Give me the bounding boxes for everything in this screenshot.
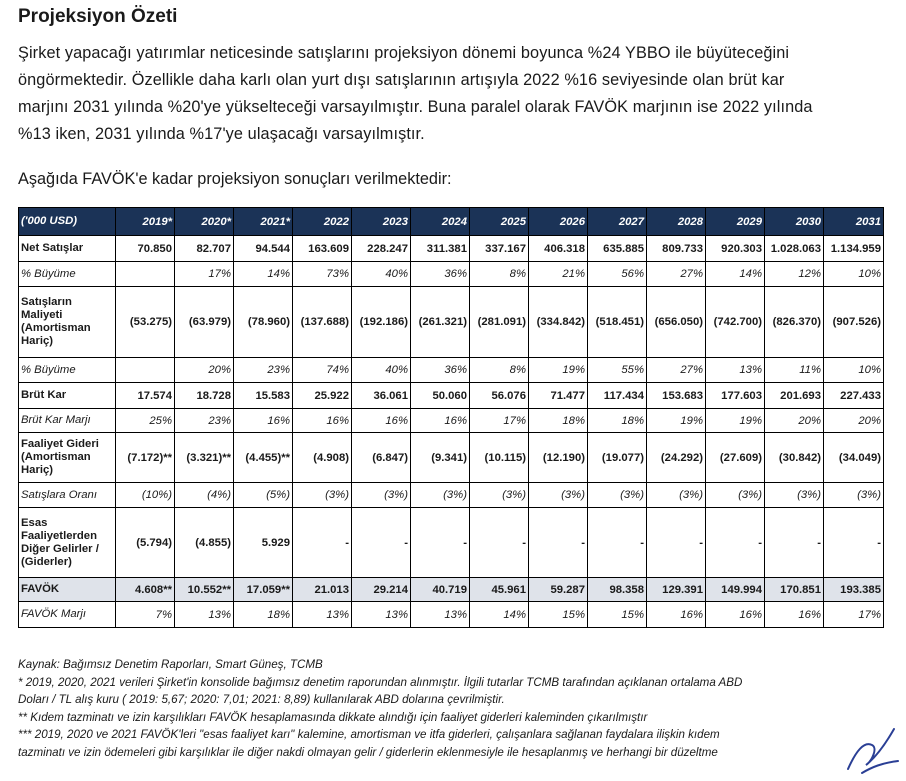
- value-cell: (192.186): [352, 287, 411, 358]
- value-cell: 20%: [765, 409, 824, 433]
- value-cell: 10%: [824, 262, 884, 287]
- value-cell: 74%: [293, 358, 352, 383]
- value-cell: 15%: [588, 602, 647, 628]
- value-cell: (261.321): [411, 287, 470, 358]
- value-cell: 36.061: [352, 383, 411, 409]
- footnote: *** 2019, 2020 ve 2021 FAVÖK'leri "esas faaliyet karı" kalemine, amortisman ve itfa giderleri, çalışanlara sağlanan faydalara ilişkin kıdem: [18, 728, 720, 741]
- value-cell: 14%: [470, 602, 529, 628]
- value-cell: 16%: [293, 409, 352, 433]
- year-header: 2022: [293, 208, 352, 236]
- value-cell: 18%: [234, 602, 293, 628]
- year-header: 2023: [352, 208, 411, 236]
- value-cell: -: [765, 508, 824, 578]
- value-cell: 13%: [352, 602, 411, 628]
- value-cell: [116, 262, 175, 287]
- footnote: Doları / TL alış kuru ( 2019: 5,67; 2020: 7,01; 2021: 8,89) kullanılarak ABD dolarına çevrilmiştir.: [18, 693, 505, 706]
- value-cell: (907.526): [824, 287, 884, 358]
- year-header: 2026: [529, 208, 588, 236]
- value-cell: 21%: [529, 262, 588, 287]
- year-header: 2021*: [234, 208, 293, 236]
- value-cell: 36%: [411, 262, 470, 287]
- value-cell: 11%: [765, 358, 824, 383]
- paragraph-line: Şirket yapacağı yatırımlar neticesinde satışlarını projeksiyon dönemi boyunca %24 YBBO ile büyüteceğini: [18, 44, 790, 62]
- value-cell: (281.091): [470, 287, 529, 358]
- value-cell: 94.544: [234, 236, 293, 262]
- row-label: Brüt Kar Marjı: [19, 409, 116, 433]
- summary-paragraph: [18, 40, 898, 148]
- row-label: FAVÖK: [19, 578, 116, 602]
- value-cell: 920.303: [706, 236, 765, 262]
- value-cell: (24.292): [647, 433, 706, 483]
- value-cell: (78.960): [234, 287, 293, 358]
- value-cell: 17%: [470, 409, 529, 433]
- value-cell: (3%): [706, 483, 765, 508]
- table-row: [19, 383, 884, 409]
- row-label: Faaliyet Gideri (Amortisman Hariç): [19, 433, 116, 483]
- value-cell: 40%: [352, 262, 411, 287]
- unit-header: ('000 USD): [19, 208, 116, 236]
- value-cell: 16%: [234, 409, 293, 433]
- table-header-row: [19, 208, 884, 236]
- value-cell: (6.847): [352, 433, 411, 483]
- value-cell: 1.134.959: [824, 236, 884, 262]
- year-header: 2031: [824, 208, 884, 236]
- row-label: Satışların Maliyeti (Amortisman Hariç): [19, 287, 116, 358]
- value-cell: 45.961: [470, 578, 529, 602]
- value-cell: (27.609): [706, 433, 765, 483]
- table-row: [19, 409, 884, 433]
- signature-mark: [842, 721, 902, 777]
- value-cell: 193.385: [824, 578, 884, 602]
- row-label: FAVÖK Marjı: [19, 602, 116, 628]
- value-cell: -: [824, 508, 884, 578]
- value-cell: 117.434: [588, 383, 647, 409]
- value-cell: (12.190): [529, 433, 588, 483]
- value-cell: (9.341): [411, 433, 470, 483]
- value-cell: 17%: [175, 262, 234, 287]
- value-cell: 17.574: [116, 383, 175, 409]
- value-cell: 25.922: [293, 383, 352, 409]
- value-cell: 16%: [706, 602, 765, 628]
- value-cell: 227.433: [824, 383, 884, 409]
- projection-table: [18, 207, 884, 628]
- value-cell: -: [647, 508, 706, 578]
- value-cell: (334.842): [529, 287, 588, 358]
- value-cell: (63.979): [175, 287, 234, 358]
- value-cell: 40%: [352, 358, 411, 383]
- value-cell: (656.050): [647, 287, 706, 358]
- value-cell: 18%: [588, 409, 647, 433]
- value-cell: 17.059**: [234, 578, 293, 602]
- year-header: 2019*: [116, 208, 175, 236]
- value-cell: 153.683: [647, 383, 706, 409]
- value-cell: 21.013: [293, 578, 352, 602]
- value-cell: (4.455)**: [234, 433, 293, 483]
- value-cell: 201.693: [765, 383, 824, 409]
- paragraph-line: marjını 2031 yılında %20'ye yükselteceği varsayılmıştır. Buna paralel olarak FAVÖK marjının ise 2022 yılında: [18, 98, 813, 116]
- year-header: 2028: [647, 208, 706, 236]
- table-row: [19, 508, 884, 578]
- value-cell: (3%): [293, 483, 352, 508]
- value-cell: 13%: [293, 602, 352, 628]
- value-cell: 23%: [175, 409, 234, 433]
- year-header: 2027: [588, 208, 647, 236]
- value-cell: 13%: [411, 602, 470, 628]
- value-cell: (3%): [765, 483, 824, 508]
- value-cell: -: [588, 508, 647, 578]
- value-cell: (10.115): [470, 433, 529, 483]
- table-row: [19, 602, 884, 628]
- value-cell: 177.603: [706, 383, 765, 409]
- value-cell: 228.247: [352, 236, 411, 262]
- value-cell: 56%: [588, 262, 647, 287]
- value-cell: 337.167: [470, 236, 529, 262]
- value-cell: 14%: [234, 262, 293, 287]
- value-cell: 98.358: [588, 578, 647, 602]
- value-cell: 50.060: [411, 383, 470, 409]
- paragraph-line: %13 iken, 2031 yılında %17'ye ulaşacağı varsayılmıştır.: [18, 125, 425, 143]
- value-cell: (3%): [824, 483, 884, 508]
- value-cell: 809.733: [647, 236, 706, 262]
- value-cell: 635.885: [588, 236, 647, 262]
- value-cell: (3%): [647, 483, 706, 508]
- footnote: * 2019, 2020, 2021 verileri Şirket'in konsolide bağımsız denetim raporundan alınmıştır. İlgili tutarlar TCMB tarafından açıklanan ortalama ABD: [18, 675, 743, 689]
- value-cell: 13%: [175, 602, 234, 628]
- value-cell: (5%): [234, 483, 293, 508]
- row-label: Brüt Kar: [19, 383, 116, 409]
- value-cell: 27%: [647, 358, 706, 383]
- value-cell: (5.794): [116, 508, 175, 578]
- value-cell: 29.214: [352, 578, 411, 602]
- value-cell: 18.728: [175, 383, 234, 409]
- year-header: 2029: [706, 208, 765, 236]
- year-header: 2020*: [175, 208, 234, 236]
- table-row: [19, 236, 884, 262]
- value-cell: 27%: [647, 262, 706, 287]
- value-cell: 18%: [529, 409, 588, 433]
- value-cell: 20%: [824, 409, 884, 433]
- value-cell: 71.477: [529, 383, 588, 409]
- value-cell: 15.583: [234, 383, 293, 409]
- value-cell: 23%: [234, 358, 293, 383]
- value-cell: 129.391: [647, 578, 706, 602]
- value-cell: 59.287: [529, 578, 588, 602]
- value-cell: 17%: [824, 602, 884, 628]
- value-cell: (742.700): [706, 287, 765, 358]
- year-header: 2025: [470, 208, 529, 236]
- row-label: Net Satışlar: [19, 236, 116, 262]
- value-cell: (826.370): [765, 287, 824, 358]
- value-cell: 73%: [293, 262, 352, 287]
- footnote: tazminatı ve izin ödemeleri gibi karşılıklar ile diğer nakdi olmayan gelir / giderlerin eklenmesiyle ile hesaplanmış ve herhangi bir düzeltme: [18, 745, 718, 759]
- value-cell: 4.608**: [116, 578, 175, 602]
- value-cell: 13%: [706, 358, 765, 383]
- value-cell: 70.850: [116, 236, 175, 262]
- footnotes: [18, 656, 898, 761]
- row-label: % Büyüme: [19, 262, 116, 287]
- year-header: 2024: [411, 208, 470, 236]
- value-cell: -: [470, 508, 529, 578]
- value-cell: 40.719: [411, 578, 470, 602]
- value-cell: 16%: [411, 409, 470, 433]
- value-cell: 1.028.063: [765, 236, 824, 262]
- value-cell: 36%: [411, 358, 470, 383]
- value-cell: 8%: [470, 358, 529, 383]
- value-cell: 149.994: [706, 578, 765, 602]
- value-cell: 12%: [765, 262, 824, 287]
- value-cell: (3%): [529, 483, 588, 508]
- value-cell: (3%): [352, 483, 411, 508]
- row-label: % Büyüme: [19, 358, 116, 383]
- value-cell: -: [529, 508, 588, 578]
- value-cell: -: [293, 508, 352, 578]
- value-cell: (19.077): [588, 433, 647, 483]
- value-cell: 19%: [647, 409, 706, 433]
- paragraph-line: öngörmektedir. Özellikle daha karlı olan yurt dışı satışlarının artışıyla 2022 %16 seviyesinde olan brüt kar: [18, 71, 785, 89]
- value-cell: 8%: [470, 262, 529, 287]
- year-header: 2030: [765, 208, 824, 236]
- value-cell: (4.855): [175, 508, 234, 578]
- value-cell: [116, 358, 175, 383]
- value-cell: 16%: [352, 409, 411, 433]
- value-cell: 14%: [706, 262, 765, 287]
- value-cell: 311.381: [411, 236, 470, 262]
- value-cell: 19%: [706, 409, 765, 433]
- table-intro: Aşağıda FAVÖK'e kadar projeksiyon sonuçları verilmektedir:: [18, 170, 452, 188]
- value-cell: (10%): [116, 483, 175, 508]
- value-cell: 56.076: [470, 383, 529, 409]
- table-row: [19, 262, 884, 287]
- value-cell: (4%): [175, 483, 234, 508]
- value-cell: 25%: [116, 409, 175, 433]
- value-cell: (3.321)**: [175, 433, 234, 483]
- value-cell: 7%: [116, 602, 175, 628]
- value-cell: (3%): [470, 483, 529, 508]
- value-cell: -: [706, 508, 765, 578]
- value-cell: 82.707: [175, 236, 234, 262]
- value-cell: -: [411, 508, 470, 578]
- table-row: [19, 358, 884, 383]
- value-cell: (3%): [411, 483, 470, 508]
- page-title: Projeksiyon Özeti: [18, 6, 178, 27]
- value-cell: 163.609: [293, 236, 352, 262]
- value-cell: (7.172)**: [116, 433, 175, 483]
- table-row: [19, 433, 884, 483]
- footnote: ** Kıdem tazminatı ve izin karşılıkları FAVÖK hesaplamasında dikkate alındığı için faaliyet giderleri kaleminden çıkarılmıştır: [18, 710, 648, 724]
- value-cell: (137.688): [293, 287, 352, 358]
- value-cell: (518.451): [588, 287, 647, 358]
- value-cell: 16%: [765, 602, 824, 628]
- table-row: [19, 483, 884, 508]
- value-cell: 5.929: [234, 508, 293, 578]
- table-row: [19, 287, 884, 358]
- row-label: Esas Faaliyetlerden Diğer Gelirler / (Giderler): [19, 508, 116, 578]
- value-cell: 10%: [824, 358, 884, 383]
- value-cell: (34.049): [824, 433, 884, 483]
- value-cell: 406.318: [529, 236, 588, 262]
- value-cell: (4.908): [293, 433, 352, 483]
- source-note: Kaynak: Bağımsız Denetim Raporları, Smart Güneş, TCMB: [18, 658, 323, 671]
- value-cell: (3%): [588, 483, 647, 508]
- table-row: [19, 578, 884, 602]
- value-cell: (30.842): [765, 433, 824, 483]
- value-cell: -: [352, 508, 411, 578]
- row-label: Satışlara Oranı: [19, 483, 116, 508]
- value-cell: 16%: [647, 602, 706, 628]
- value-cell: 19%: [529, 358, 588, 383]
- value-cell: (53.275): [116, 287, 175, 358]
- value-cell: 15%: [529, 602, 588, 628]
- value-cell: 170.851: [765, 578, 824, 602]
- value-cell: 55%: [588, 358, 647, 383]
- value-cell: 20%: [175, 358, 234, 383]
- value-cell: 10.552**: [175, 578, 234, 602]
